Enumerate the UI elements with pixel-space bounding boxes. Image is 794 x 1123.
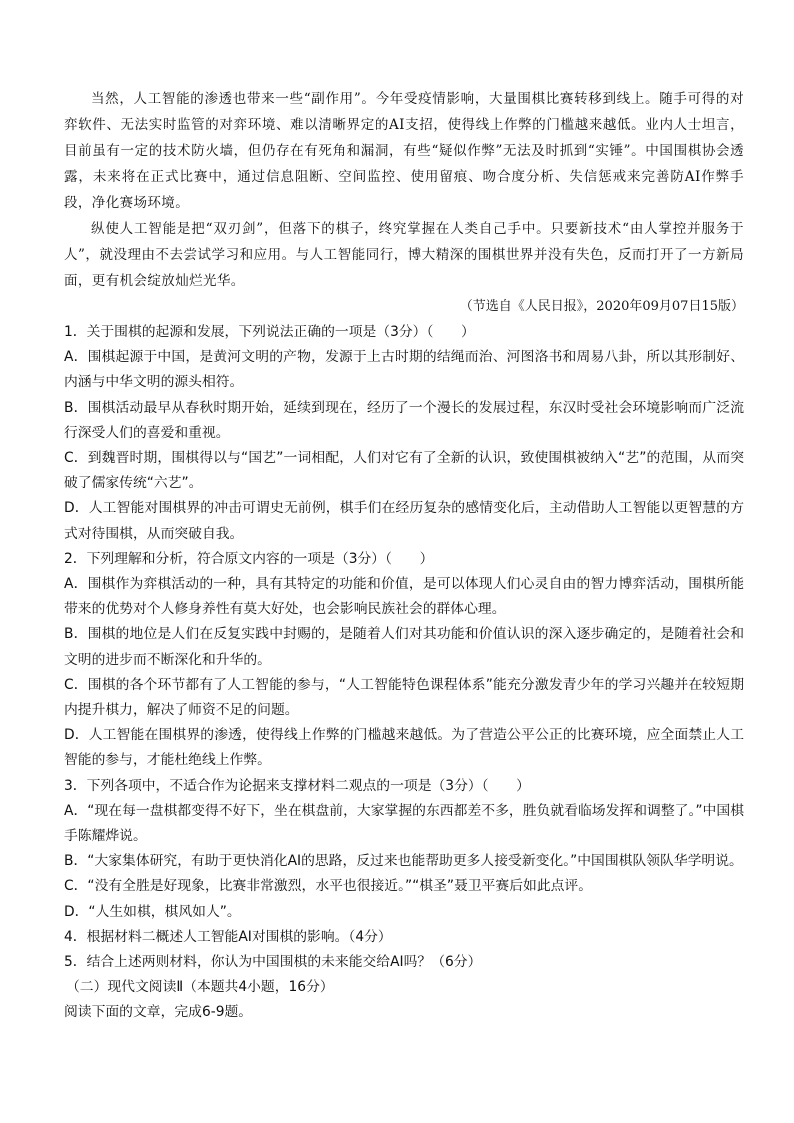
option-a: A．围棋作为弈棋活动的一种，具有其特定的功能和价值，是可以体现人们心灵自由的智力博弈活动，围棋所能带来的优势对个人修身养性有莫大好处，也会影响民族社会的群体心理。: [64, 576, 744, 618]
question-3: [64, 774, 744, 925]
option-b: B．围棋的地位是人们在反复实践中封赐的，是随着人们对其功能和价值认识的深入逐步确定的，是随着社会和文明的进步而不断深化和升华的。: [64, 626, 744, 668]
option-d: D．“人生如棋，棋风如人”。: [64, 903, 241, 920]
passage-source: （节选自《人民日报》，2020年09月07日15版）: [459, 299, 744, 314]
option-c: C．围棋的各个环节都有了人工智能的参与，“人工智能特色课程体系”能充分激发青少年的学习兴趣并在较短期内提升棋力，解决了师资不足的问题。: [64, 676, 744, 719]
passage-paragraph-2: 纵使人工智能是把“双刃剑”，但落下的棋子，终究掌握在人类自己手中。只要新技术“由人掌控并服务于人”，就没理由不去尝试学习和应用。与人工智能同行，博大精深的围棋世界并没有失色，反而打开了一方新局面，更有机会绽放灿烂光华。: [64, 221, 744, 289]
section-heading: （二）现代文阅读Ⅱ（本题共4小题，16分）: [66, 979, 334, 996]
question-2: [64, 547, 744, 774]
reading-passage: [64, 86, 744, 320]
option-c: C．“没有全胜是好现象，比赛非常激烈，水平也很接近。”“棋圣”聂卫平赛后如此点评。: [64, 878, 593, 895]
question-list: [64, 320, 744, 1026]
option-b: B．“大家集体研究，有助于更快消化AI的思路，反过来也能帮助更多人接受新变化。”中国围棋队领队华学明说。: [64, 853, 743, 870]
option-b: B．围棋活动最早从春秋时期开始，延续到现在，经历了一个漫长的发展过程，东汉时受社会环境影响而广泛流行深受人们的喜爱和重视。: [64, 399, 744, 441]
question-stem: 1．关于围棋的起源和发展，下列说法正确的一项是（3分）（ ）: [64, 324, 475, 340]
question-stem: 2．下列理解和分析，符合原文内容的一项是（3分）（ ）: [64, 550, 434, 567]
option-d: D．人工智能在围棋界的渗透，使得线上作弊的门槛越来越低。为了营造公平公正的比赛环境，应全面禁止人工智能的参与，才能杜绝线上作弊。: [64, 727, 744, 769]
question-4: 4．根据材料二概述人工智能AI对围棋的影响。（4分）: [64, 928, 392, 945]
question-stem: 3．下列各项中，不适合作为论据来支撑材料二观点的一项是（3分）（ ）: [64, 777, 530, 794]
section-instruction: 阅读下面的文章，完成6-9题。: [64, 1004, 253, 1021]
option-c: C．到魏晋时期，围棋得以与“国艺”一词相配，人们对它有了全新的认识，致使围棋被纳入“艺”的范围，从而突破了儒家传统“六艺”。: [64, 450, 744, 492]
passage-paragraph-1: 当然，人工智能的渗透也带来一些“副作用”。今年受疫情影响，大量围棋比赛转移到线上。随手可得的对弈软件、无法实时监管的对弈环境、难以清晰界定的AI支招，使得线上作弊的门槛越来越低。业内人士坦言，目前虽有一定的技术防火墙，但仍存在有死角和漏洞，有些“疑似作弊”无法及时抓到“实锤”。中国围棋协会透露，未来将在正式比赛中，通过信息阻断、空间监控、使用留痕、吻合度分析、失信惩戒来完善防AI作弊手段，净化赛场环境。: [64, 91, 744, 211]
question-1: [64, 320, 744, 547]
question-5: 5．结合上述两则材料，你认为中国围棋的未来能交给AI吗？（6分）: [64, 954, 482, 971]
option-d: D．人工智能对围棋界的冲击可谓史无前例，棋手们在经历复杂的感情变化后，主动借助人工智能以更智慧的方式对待围棋，从而突破自我。: [64, 500, 744, 542]
option-a: A．“现在每一盘棋都变得不好下，坐在棋盘前，大家掌握的东西都差不多，胜负就看临场发挥和调整了。”中国棋手陈耀烨说。: [64, 802, 744, 845]
option-a: A．围棋起源于中国，是黄河文明的产物，发源于上古时期的结绳而治、河图洛书和周易八卦，所以其形制好、内涵与中华文明的源头相符。: [64, 349, 744, 391]
